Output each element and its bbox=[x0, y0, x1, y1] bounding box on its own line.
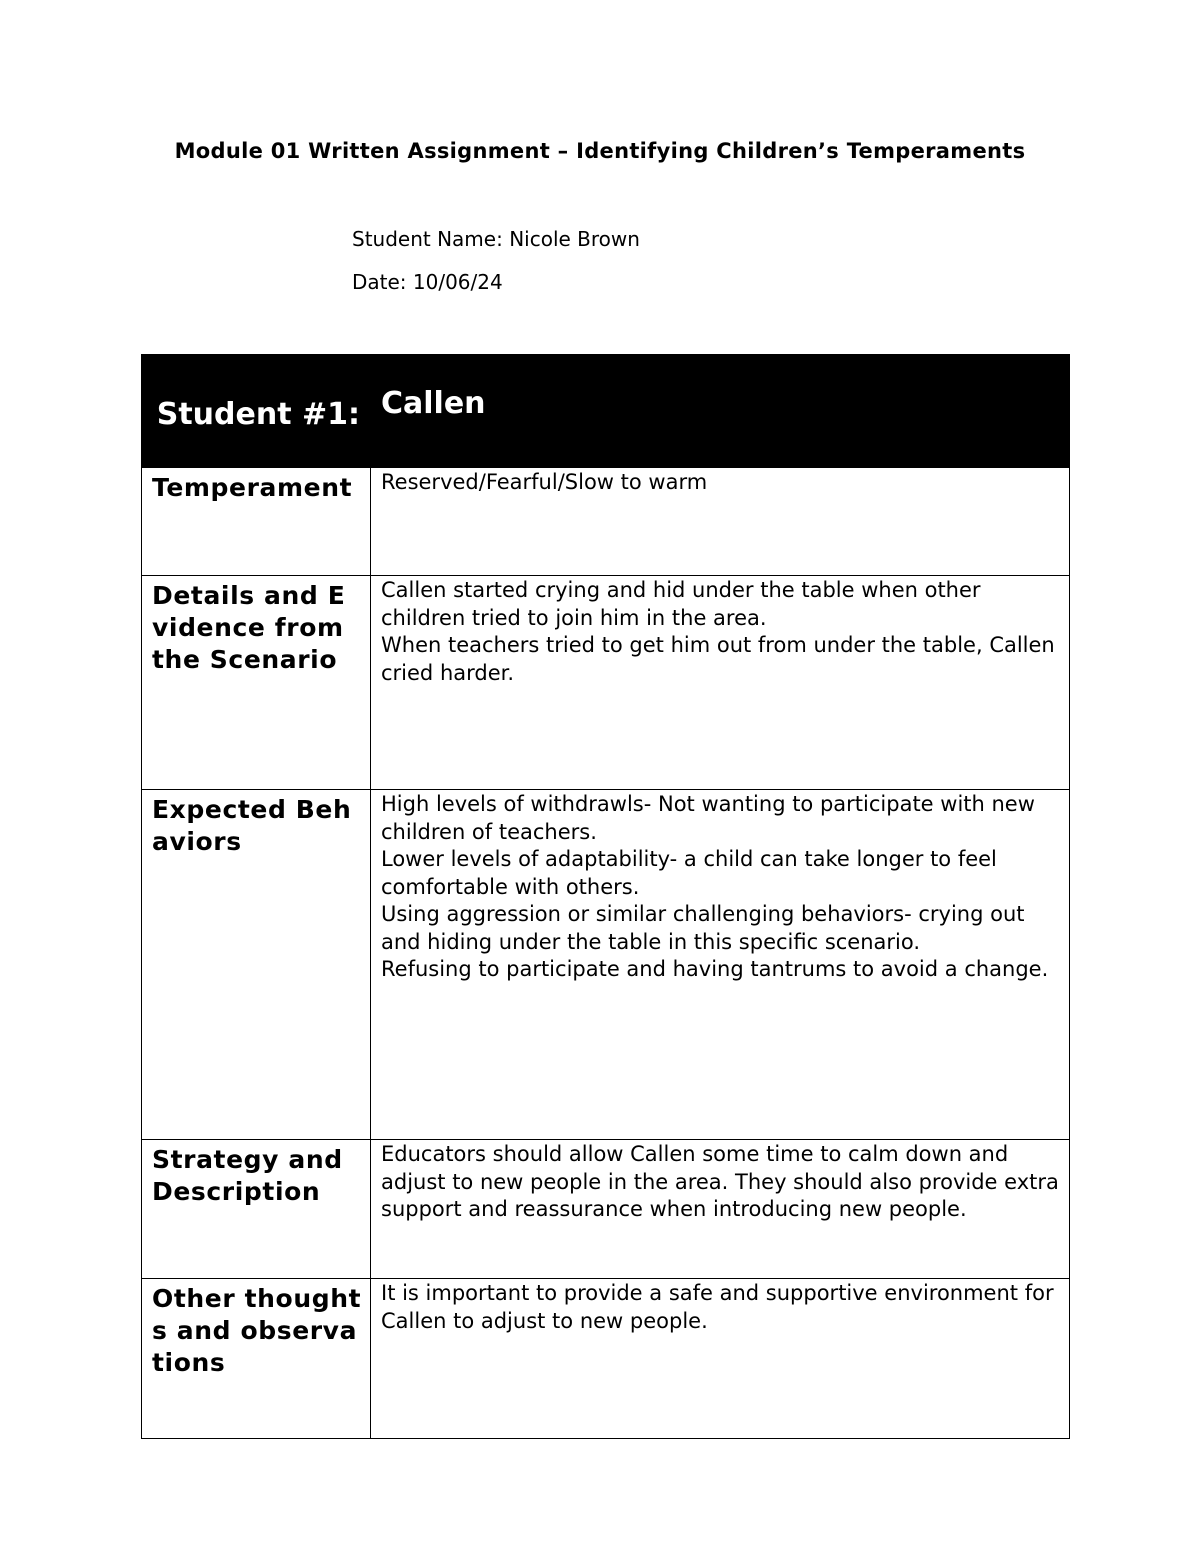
details-text-2: When teachers tried to get him out from under the table, Callen cried harder. bbox=[381, 633, 1055, 685]
date-line: Date: 10/06/24 bbox=[352, 270, 503, 294]
table-row-expected-behaviors bbox=[142, 790, 1070, 1140]
other-thoughts-value bbox=[371, 1279, 1070, 1439]
table-row-other-thoughts bbox=[142, 1279, 1070, 1439]
student-name-line: Student Name: Nicole Brown bbox=[352, 227, 640, 251]
expected-behavior-3: Using aggression or similar challenging behaviors- crying out and hiding under the table in this specific scenario. bbox=[381, 902, 1025, 954]
strategy-text: Educators should allow Callen some time to calm down and adjust to new people in the area. They should also provide extra support and reassurance when introducing new people. bbox=[381, 1142, 1059, 1221]
document-title: Module 01 Written Assignment – Identifying Children’s Temperaments bbox=[174, 139, 1026, 163]
details-text-1: Callen started crying and hid under the table when other children tried to join him in the area. bbox=[381, 578, 981, 630]
student-number-label-cell bbox=[142, 355, 371, 468]
table-header-row bbox=[142, 355, 1070, 468]
expected-behavior-1: High levels of withdrawls- Not wanting to participate with new children of teachers. bbox=[381, 792, 1035, 844]
table-row-strategy bbox=[142, 1140, 1070, 1279]
expected-behavior-4: Refusing to participate and having tantrums to avoid a change. bbox=[381, 957, 1049, 981]
student-name-cell bbox=[371, 355, 1070, 468]
temperament-label: Temperament bbox=[142, 468, 371, 576]
strategy-label: Strategy and Description bbox=[142, 1140, 371, 1279]
temperament-text: Reserved/Fearful/Slow to warm bbox=[381, 470, 708, 494]
other-thoughts-label: Other thoughts and observations bbox=[142, 1279, 371, 1439]
details-value bbox=[371, 576, 1070, 790]
table-row-details bbox=[142, 576, 1070, 790]
student-number-label: Student #1: bbox=[156, 397, 360, 432]
details-label: Details and Evidence from the Scenario bbox=[142, 576, 371, 790]
student-name-value: Callen bbox=[381, 386, 486, 421]
temperament-value bbox=[371, 468, 1070, 576]
expected-behavior-2: Lower levels of adaptability- a child can take longer to feel comfortable with others. bbox=[381, 847, 997, 899]
strategy-value bbox=[371, 1140, 1070, 1279]
expected-behaviors-label: Expected Behaviors bbox=[142, 790, 371, 1140]
temperament-table bbox=[141, 354, 1070, 1439]
other-thoughts-text: It is important to provide a safe and supportive environment for Callen to adjust to new people. bbox=[381, 1281, 1054, 1333]
expected-behaviors-value bbox=[371, 790, 1070, 1140]
table-row-temperament bbox=[142, 468, 1070, 576]
